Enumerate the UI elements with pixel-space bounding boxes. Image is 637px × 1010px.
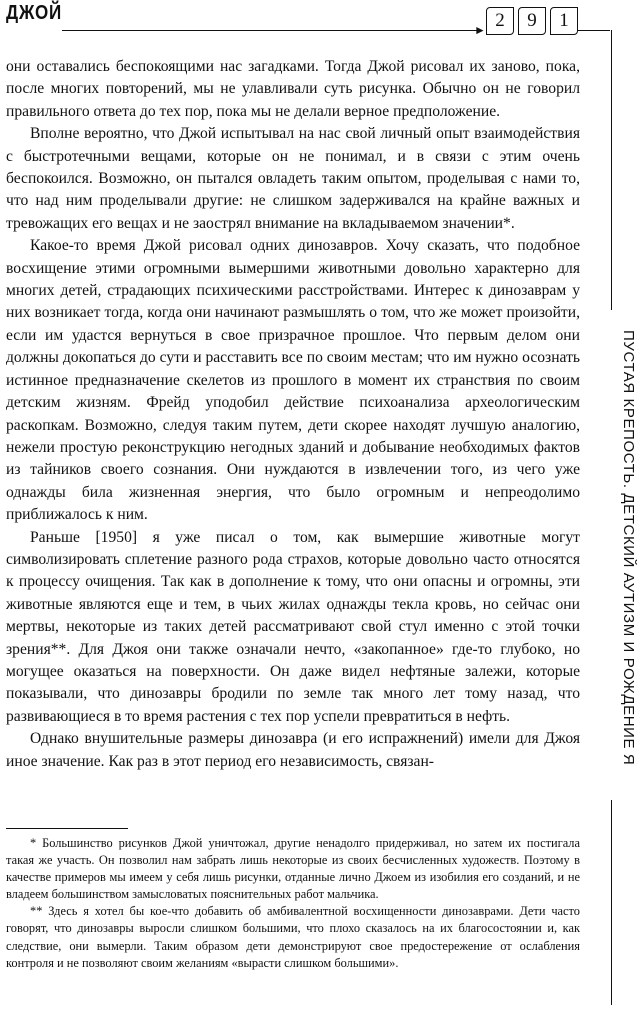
body-text [6, 56, 580, 773]
footnotes [6, 835, 580, 972]
side-rule-bottom [611, 800, 612, 1005]
paragraph: Какое-то время Джой рисовал одних динозавров. Хочу сказать, что подобное восхищение этими огромными вымершими животными довольно характерно для многих детей, страдающих психическими расстройствами. Интерес к динозаврам у них возникает тогда, когда они начинают размышлять о том, что же может произойти, если им удастся вернуться в свое призрачное прошлое. Что первым делом они должны докопаться до сути и расставить все по своим местам; что им нужно осознать истинное предназначение скелетов из прошлого в момент их странствия по своим детским жизням. Фрейд уподобил действие психоанализа археологическим раскопкам. Возможно, следуя таким путем, дети скорее находят лучшую аналогию, нежели простую реконструкцию негодных зданий и добывание необходимых фактов из тайников своего сознания. Они нуждаются в извлечении того, из чего уже однажды била жизненная энергия, что было огромным и непреодолимо приближалось к ним. [6, 237, 580, 524]
page-digit: 2 [486, 7, 514, 35]
header-rule-left [62, 30, 482, 31]
paragraph: Однако внушительные размеры динозавра (и его испражнений) имели для Джоя иное значение. Как раз в этот период его независимость, связан- [6, 730, 580, 770]
paragraph: они оставались беспокоящими нас загадками. Тогда Джой рисовал их заново, пока, после многих повторений, мы не улавливали суть рисунка. Обычно он не говорил правильного ответа до тех пор, пока мы не делали верное предположение. [6, 58, 580, 120]
side-rule-top [611, 30, 612, 310]
footnote-rule [6, 828, 128, 829]
page-digit: 1 [550, 7, 578, 35]
page-digit: 9 [518, 7, 546, 35]
page-number [486, 7, 578, 35]
footnote: ** Здесь я хотел бы кое-что добавить об амбивалентной восхищенности динозаврами. Дети часто говорят, что динозавры выросли слишком большими, что плохо сказалось на их благосостоянии и, как следствие, они вымерли. Таким образом дети демонстрируют свое предостережение от ослабления контроля и не позволяют своим желаниям «вырасти слишком большими». [6, 904, 580, 970]
footnote: * Большинство рисунков Джой уничтожал, другие ненадолго придерживал, но затем их постигала такая же участь. Он позволил нам забрать лишь некоторые из своих бесчисленных художеств. Поэтому в качестве примеров мы имеем у себя лишь рисунки, отданные лично Джоем из изобилия его созданий, и не владеем большинством замысловатых пояснительных работ мальчика. [6, 836, 580, 902]
paragraph: Вполне вероятно, что Джой испытывал на нас свой личный опыт взаимодействия с быстротечными вещами, которые он не понимал, и в связи с этим очень беспокоился. Возможно, он пытался овладеть таким опытом, проделывая с нами то, что над ним проделывали другие: не слишком задерживался на крайне важных и тревожащих его вещах и не заострял внимание на вкладываемом значении*. [6, 125, 580, 232]
header-rule-right [578, 30, 610, 31]
paragraph: Раньше [1950] я уже писал о том, как вымершие животные могут символизировать сплетение разного рода страхов, которые довольно часто относятся к процессу очищения. Так как в дополнение к тому, что они опасны и огромны, эти животные являются еще и тем, в чьих жилах однажды текла кровь, но сейчас они мертвы, некоторые из таких детей рассматривают свой стул именно с этой точки зрения**. Для Джоя они также означали нечто, «закопанное» где-то глубоко, но могущее оказаться на поверхности. Он даже видел нефтяные залежи, которые показывали, что динозавры бродили по земле так много лет тому назад, что развивающиеся в то время растения с тех пор успели превратиться в нефть. [6, 528, 580, 725]
running-title: ДЖОЙ [6, 2, 63, 24]
arrow-right-icon: ► [474, 23, 486, 37]
side-running-title: ПУСТАЯ КРЕПОСТЬ. ДЕТСКИЙ АУТИЗМ И РОЖДЕНИЕ Я [620, 330, 637, 766]
